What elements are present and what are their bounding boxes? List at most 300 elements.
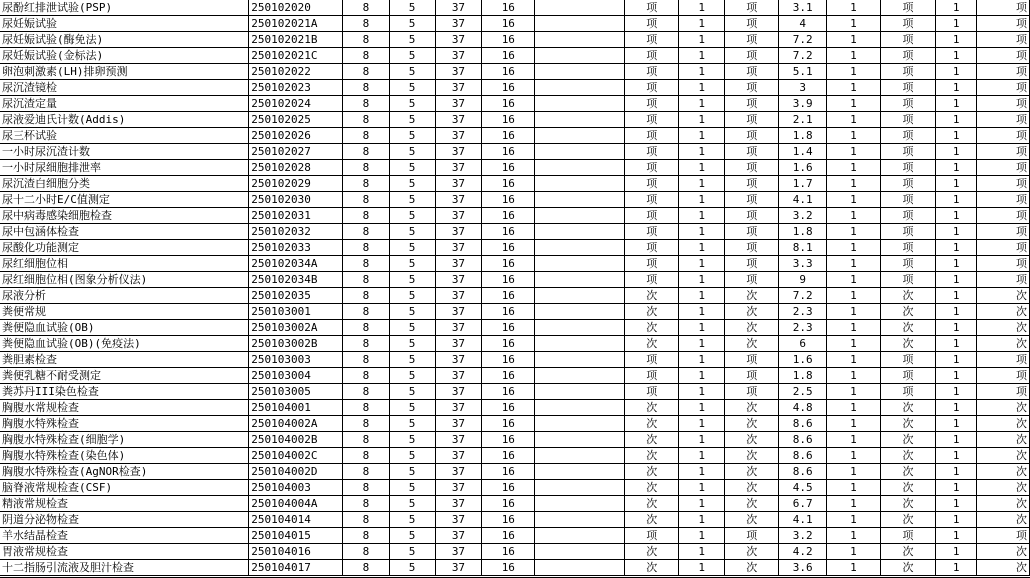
table-cell: 16: [482, 400, 535, 416]
table-cell: [535, 352, 625, 368]
table-cell: 250104014: [249, 512, 343, 528]
table-cell: 1: [827, 0, 881, 16]
table-cell: 37: [435, 288, 482, 304]
table-cell: 8: [343, 304, 389, 320]
table-cell: 项: [880, 384, 936, 400]
table-cell: 阴道分泌物检查: [0, 512, 249, 528]
table-cell: [535, 288, 625, 304]
table-cell: 4.5: [779, 480, 827, 496]
table-cell: 250103003: [249, 352, 343, 368]
table-cell: 次: [725, 480, 779, 496]
table-cell: 项: [625, 176, 679, 192]
table-cell: 次: [976, 416, 1029, 432]
table-cell: 1: [679, 112, 725, 128]
table-cell: 项: [725, 240, 779, 256]
table-cell: 项: [725, 224, 779, 240]
table-cell: 羊水结晶检查: [0, 528, 249, 544]
table-cell: 250104002B: [249, 432, 343, 448]
table-cell: 项: [976, 0, 1029, 16]
table-cell: 项: [725, 16, 779, 32]
table-cell: 37: [435, 432, 482, 448]
table-cell: 1: [827, 176, 881, 192]
table-cell: 次: [976, 560, 1029, 576]
table-cell: 37: [435, 208, 482, 224]
table-row: [0, 96, 1030, 112]
table-cell: 5: [389, 480, 435, 496]
table-cell: 5: [389, 144, 435, 160]
table-cell: 250102034A: [249, 256, 343, 272]
table-cell: 8: [343, 144, 389, 160]
table-cell: 1: [827, 448, 881, 464]
table-cell: 1: [936, 96, 977, 112]
table-cell: 1: [936, 80, 977, 96]
table-cell: 项: [976, 176, 1029, 192]
table-cell: 5: [389, 368, 435, 384]
table-cell: 项: [976, 256, 1029, 272]
table-cell: 次: [625, 464, 679, 480]
table-cell: 次: [976, 464, 1029, 480]
table-cell: 项: [880, 96, 936, 112]
table-cell: 项: [880, 352, 936, 368]
table-cell: 项: [625, 112, 679, 128]
table-cell: 8: [343, 432, 389, 448]
table-cell: 37: [435, 128, 482, 144]
table-cell: 250104004A: [249, 496, 343, 512]
table-cell: 1: [936, 528, 977, 544]
table-cell: [535, 80, 625, 96]
table-row: [0, 256, 1030, 272]
table-cell: 1: [827, 384, 881, 400]
table-cell: 项: [725, 528, 779, 544]
table-cell: 项: [725, 208, 779, 224]
table-cell: 项: [725, 352, 779, 368]
table-cell: 1: [679, 272, 725, 288]
table-cell: 次: [880, 416, 936, 432]
table-cell: 一小时尿沉渣计数: [0, 144, 249, 160]
table-cell: 37: [435, 256, 482, 272]
table-cell: 37: [435, 32, 482, 48]
table-cell: 1: [679, 0, 725, 16]
table-row: [0, 240, 1030, 256]
table-cell: 1.8: [779, 368, 827, 384]
table-cell: 项: [725, 176, 779, 192]
table-cell: 次: [725, 288, 779, 304]
table-cell: 1: [936, 512, 977, 528]
table-cell: 项: [976, 528, 1029, 544]
table-row: [0, 432, 1030, 448]
table-cell: 项: [976, 128, 1029, 144]
table-cell: 胃液常规检查: [0, 544, 249, 560]
table-cell: 8: [343, 416, 389, 432]
table-cell: 250102022: [249, 64, 343, 80]
table-cell: 项: [625, 144, 679, 160]
table-cell: 1: [827, 480, 881, 496]
table-cell: [535, 32, 625, 48]
table-cell: 5: [389, 128, 435, 144]
table-cell: 尿沉渣定量: [0, 96, 249, 112]
table-cell: 1: [679, 336, 725, 352]
table-cell: 次: [725, 432, 779, 448]
table-cell: 1: [827, 400, 881, 416]
table-cell: 5: [389, 352, 435, 368]
table-cell: 项: [976, 352, 1029, 368]
table-cell: 37: [435, 480, 482, 496]
table-cell: 8: [343, 496, 389, 512]
table-cell: 1: [827, 208, 881, 224]
table-cell: 项: [880, 144, 936, 160]
table-cell: 16: [482, 528, 535, 544]
table-cell: 项: [880, 224, 936, 240]
table-cell: 1: [936, 400, 977, 416]
table-cell: 1: [936, 432, 977, 448]
table-cell: 5: [389, 80, 435, 96]
table-cell: 项: [976, 192, 1029, 208]
table-row: [0, 560, 1030, 576]
table-row: [0, 144, 1030, 160]
table-cell: 16: [482, 272, 535, 288]
table-cell: 1: [936, 336, 977, 352]
table-cell: [535, 176, 625, 192]
table-cell: [535, 448, 625, 464]
table-cell: 尿液分析: [0, 288, 249, 304]
table-cell: 尿十二小时E/C值测定: [0, 192, 249, 208]
table-cell: [535, 512, 625, 528]
table-cell: 1: [679, 64, 725, 80]
table-cell: 2.3: [779, 320, 827, 336]
table-cell: [535, 480, 625, 496]
table-cell: 37: [435, 112, 482, 128]
table-cell: 项: [725, 48, 779, 64]
table-cell: 37: [435, 464, 482, 480]
table-cell: 粪胆素检查: [0, 352, 249, 368]
table-cell: 5: [389, 528, 435, 544]
table-cell: 1: [936, 160, 977, 176]
table-cell: 8: [343, 16, 389, 32]
table-cell: 项: [976, 48, 1029, 64]
table-cell: 3.2: [779, 208, 827, 224]
table-cell: 1: [827, 160, 881, 176]
table-cell: 1: [827, 144, 881, 160]
table-cell: 5: [389, 384, 435, 400]
table-cell: [535, 496, 625, 512]
table-cell: 项: [725, 0, 779, 16]
table-row: [0, 176, 1030, 192]
table-cell: 8: [343, 320, 389, 336]
table-cell: 项: [625, 272, 679, 288]
table-row: [0, 400, 1030, 416]
table-cell: 8: [343, 464, 389, 480]
table-cell: 项: [625, 208, 679, 224]
table-cell: 250102030: [249, 192, 343, 208]
table-cell: 16: [482, 464, 535, 480]
table-cell: 项: [625, 352, 679, 368]
table-cell: [535, 304, 625, 320]
table-cell: 项: [625, 96, 679, 112]
table-cell: 16: [482, 0, 535, 16]
table-row: [0, 224, 1030, 240]
table-cell: 尿酸化功能测定: [0, 240, 249, 256]
table-cell: 1: [936, 64, 977, 80]
table-cell: 16: [482, 144, 535, 160]
table-cell: 次: [625, 544, 679, 560]
table-row: [0, 336, 1030, 352]
table-cell: 项: [625, 528, 679, 544]
table-cell: 1.7: [779, 176, 827, 192]
table-cell: 16: [482, 560, 535, 576]
table-cell: 16: [482, 160, 535, 176]
table-cell: 尿妊娠试验(金标法): [0, 48, 249, 64]
table-cell: 1: [827, 96, 881, 112]
table-cell: 8: [343, 256, 389, 272]
table-cell: 1: [827, 272, 881, 288]
table-cell: 1: [679, 304, 725, 320]
table-cell: 次: [625, 416, 679, 432]
table-cell: 尿沉渣白细胞分类: [0, 176, 249, 192]
table-cell: 16: [482, 384, 535, 400]
table-row: [0, 288, 1030, 304]
table-cell: [535, 224, 625, 240]
table-cell: 5: [389, 560, 435, 576]
table-cell: 1: [827, 224, 881, 240]
table-cell: [535, 208, 625, 224]
table-cell: 1: [827, 48, 881, 64]
table-cell: 1: [679, 144, 725, 160]
table-cell: 次: [880, 304, 936, 320]
table-cell: 项: [625, 48, 679, 64]
table-cell: 250102034B: [249, 272, 343, 288]
table-cell: 次: [976, 448, 1029, 464]
table-cell: 5: [389, 208, 435, 224]
table-cell: 5.1: [779, 64, 827, 80]
table-cell: 项: [625, 256, 679, 272]
table-cell: 次: [725, 304, 779, 320]
table-cell: 3.2: [779, 528, 827, 544]
table-cell: 3.6: [779, 560, 827, 576]
table-cell: 脑脊液常规检查(CSF): [0, 480, 249, 496]
table-cell: 项: [725, 112, 779, 128]
table-cell: 8: [343, 96, 389, 112]
table-row: [0, 480, 1030, 496]
table-cell: 项: [725, 128, 779, 144]
table-cell: [535, 240, 625, 256]
table-cell: 次: [880, 288, 936, 304]
table-cell: 1: [936, 48, 977, 64]
table-cell: 8: [343, 224, 389, 240]
table-cell: [535, 528, 625, 544]
table-row: [0, 464, 1030, 480]
table-cell: 次: [880, 560, 936, 576]
table-cell: 1: [679, 224, 725, 240]
table-cell: 5: [389, 416, 435, 432]
table-cell: 次: [625, 480, 679, 496]
table-cell: 次: [976, 512, 1029, 528]
table-cell: 16: [482, 288, 535, 304]
table-cell: 项: [976, 96, 1029, 112]
table-cell: 16: [482, 112, 535, 128]
table-cell: 2.1: [779, 112, 827, 128]
table-cell: 1: [827, 416, 881, 432]
table-cell: 16: [482, 320, 535, 336]
table-cell: 1: [936, 224, 977, 240]
table-cell: 250104016: [249, 544, 343, 560]
table-cell: 1: [679, 496, 725, 512]
table-cell: 1: [679, 528, 725, 544]
table-cell: 1: [936, 128, 977, 144]
table-cell: 项: [725, 384, 779, 400]
table-cell: 1: [936, 0, 977, 16]
table-cell: 1: [827, 320, 881, 336]
table-cell: 8: [343, 160, 389, 176]
table-cell: 1: [827, 464, 881, 480]
table-cell: 项: [880, 80, 936, 96]
table-cell: 1: [936, 464, 977, 480]
table-cell: 5: [389, 464, 435, 480]
table-cell: 1: [936, 112, 977, 128]
table-cell: 250104002A: [249, 416, 343, 432]
table-cell: 37: [435, 64, 482, 80]
table-cell: 250102021A: [249, 16, 343, 32]
table-cell: 1: [936, 256, 977, 272]
table-cell: 4.8: [779, 400, 827, 416]
table-cell: 次: [725, 512, 779, 528]
table-cell: 一小时尿细胞排泄率: [0, 160, 249, 176]
table-cell: 1: [679, 256, 725, 272]
table-cell: 次: [880, 400, 936, 416]
table-cell: 16: [482, 416, 535, 432]
table-cell: 胸腹水特殊检查(染色体): [0, 448, 249, 464]
table-cell: 1: [936, 384, 977, 400]
table-cell: 8: [343, 272, 389, 288]
table-cell: 37: [435, 48, 482, 64]
table-cell: 250102020: [249, 0, 343, 16]
table-cell: 次: [880, 432, 936, 448]
table-cell: 胸腹水特殊检查: [0, 416, 249, 432]
table-cell: 16: [482, 48, 535, 64]
table-cell: 250103002A: [249, 320, 343, 336]
table-cell: 7.2: [779, 288, 827, 304]
table-cell: 1: [827, 112, 881, 128]
table-cell: 项: [725, 272, 779, 288]
table-cell: 次: [976, 544, 1029, 560]
table-cell: 项: [880, 64, 936, 80]
table-cell: 项: [880, 192, 936, 208]
table-cell: 1: [679, 48, 725, 64]
table-cell: 1: [936, 208, 977, 224]
table-cell: 次: [976, 432, 1029, 448]
table-cell: 1: [827, 80, 881, 96]
table-cell: 37: [435, 496, 482, 512]
table-cell: 项: [625, 240, 679, 256]
table-cell: 5: [389, 224, 435, 240]
table-cell: 3.3: [779, 256, 827, 272]
table-cell: 37: [435, 352, 482, 368]
table-cell: 5: [389, 96, 435, 112]
table-cell: 4.1: [779, 192, 827, 208]
table-cell: 项: [880, 16, 936, 32]
table-cell: [535, 128, 625, 144]
table-cell: 37: [435, 400, 482, 416]
table-cell: 1: [936, 176, 977, 192]
table-cell: [535, 160, 625, 176]
table-cell: [535, 256, 625, 272]
table-cell: 16: [482, 176, 535, 192]
table-cell: 8.6: [779, 464, 827, 480]
table-cell: 16: [482, 336, 535, 352]
table-cell: 次: [625, 320, 679, 336]
table-cell: 项: [725, 256, 779, 272]
table-cell: 16: [482, 352, 535, 368]
table-cell: 1: [827, 432, 881, 448]
table-cell: 1: [827, 16, 881, 32]
table-cell: 37: [435, 384, 482, 400]
table-cell: 16: [482, 96, 535, 112]
table-cell: 8: [343, 288, 389, 304]
table-cell: 项: [976, 64, 1029, 80]
table-cell: 次: [625, 304, 679, 320]
table-cell: [535, 112, 625, 128]
table-cell: 37: [435, 16, 482, 32]
table-cell: 项: [976, 80, 1029, 96]
table-row: [0, 448, 1030, 464]
table-cell: 次: [976, 336, 1029, 352]
table-cell: 尿妊娠试验(酶免法): [0, 32, 249, 48]
table-cell: 1: [827, 128, 881, 144]
table-cell: 250104002C: [249, 448, 343, 464]
table-row: [0, 160, 1030, 176]
table-cell: 粪便隐血试验(OB)(免疫法): [0, 336, 249, 352]
table-cell: 1: [827, 352, 881, 368]
table-cell: 250104002D: [249, 464, 343, 480]
table-cell: 1: [679, 512, 725, 528]
table-cell: 37: [435, 96, 482, 112]
table-cell: 16: [482, 448, 535, 464]
table-cell: 1: [827, 256, 881, 272]
table-cell: 250102032: [249, 224, 343, 240]
table-cell: 次: [625, 512, 679, 528]
table-cell: 37: [435, 320, 482, 336]
table-cell: 次: [880, 480, 936, 496]
table-cell: [535, 144, 625, 160]
table-cell: 8: [343, 560, 389, 576]
table-cell: 次: [976, 400, 1029, 416]
table-cell: 项: [976, 16, 1029, 32]
table-cell: 5: [389, 64, 435, 80]
table-cell: 项: [625, 0, 679, 16]
table-cell: 胸腹水特殊检查(AgNOR检查): [0, 464, 249, 480]
table-cell: 尿液爱迪氏计数(Addis): [0, 112, 249, 128]
table-cell: 2.3: [779, 304, 827, 320]
table-cell: 项: [625, 192, 679, 208]
table-cell: 5: [389, 16, 435, 32]
table-cell: 37: [435, 304, 482, 320]
table-cell: 项: [725, 144, 779, 160]
table-cell: 精液常规检查: [0, 496, 249, 512]
table-cell: 1: [679, 16, 725, 32]
table-cell: 1.6: [779, 160, 827, 176]
table-cell: 项: [625, 80, 679, 96]
table-cell: 1: [936, 320, 977, 336]
table-row: [0, 496, 1030, 512]
table-cell: 1: [827, 192, 881, 208]
table-cell: 次: [625, 288, 679, 304]
table-cell: 项: [976, 208, 1029, 224]
table-cell: [535, 272, 625, 288]
table-cell: 项: [880, 256, 936, 272]
table-row: [0, 320, 1030, 336]
table-cell: 1: [827, 528, 881, 544]
table-cell: 项: [625, 64, 679, 80]
table-cell: 250102035: [249, 288, 343, 304]
